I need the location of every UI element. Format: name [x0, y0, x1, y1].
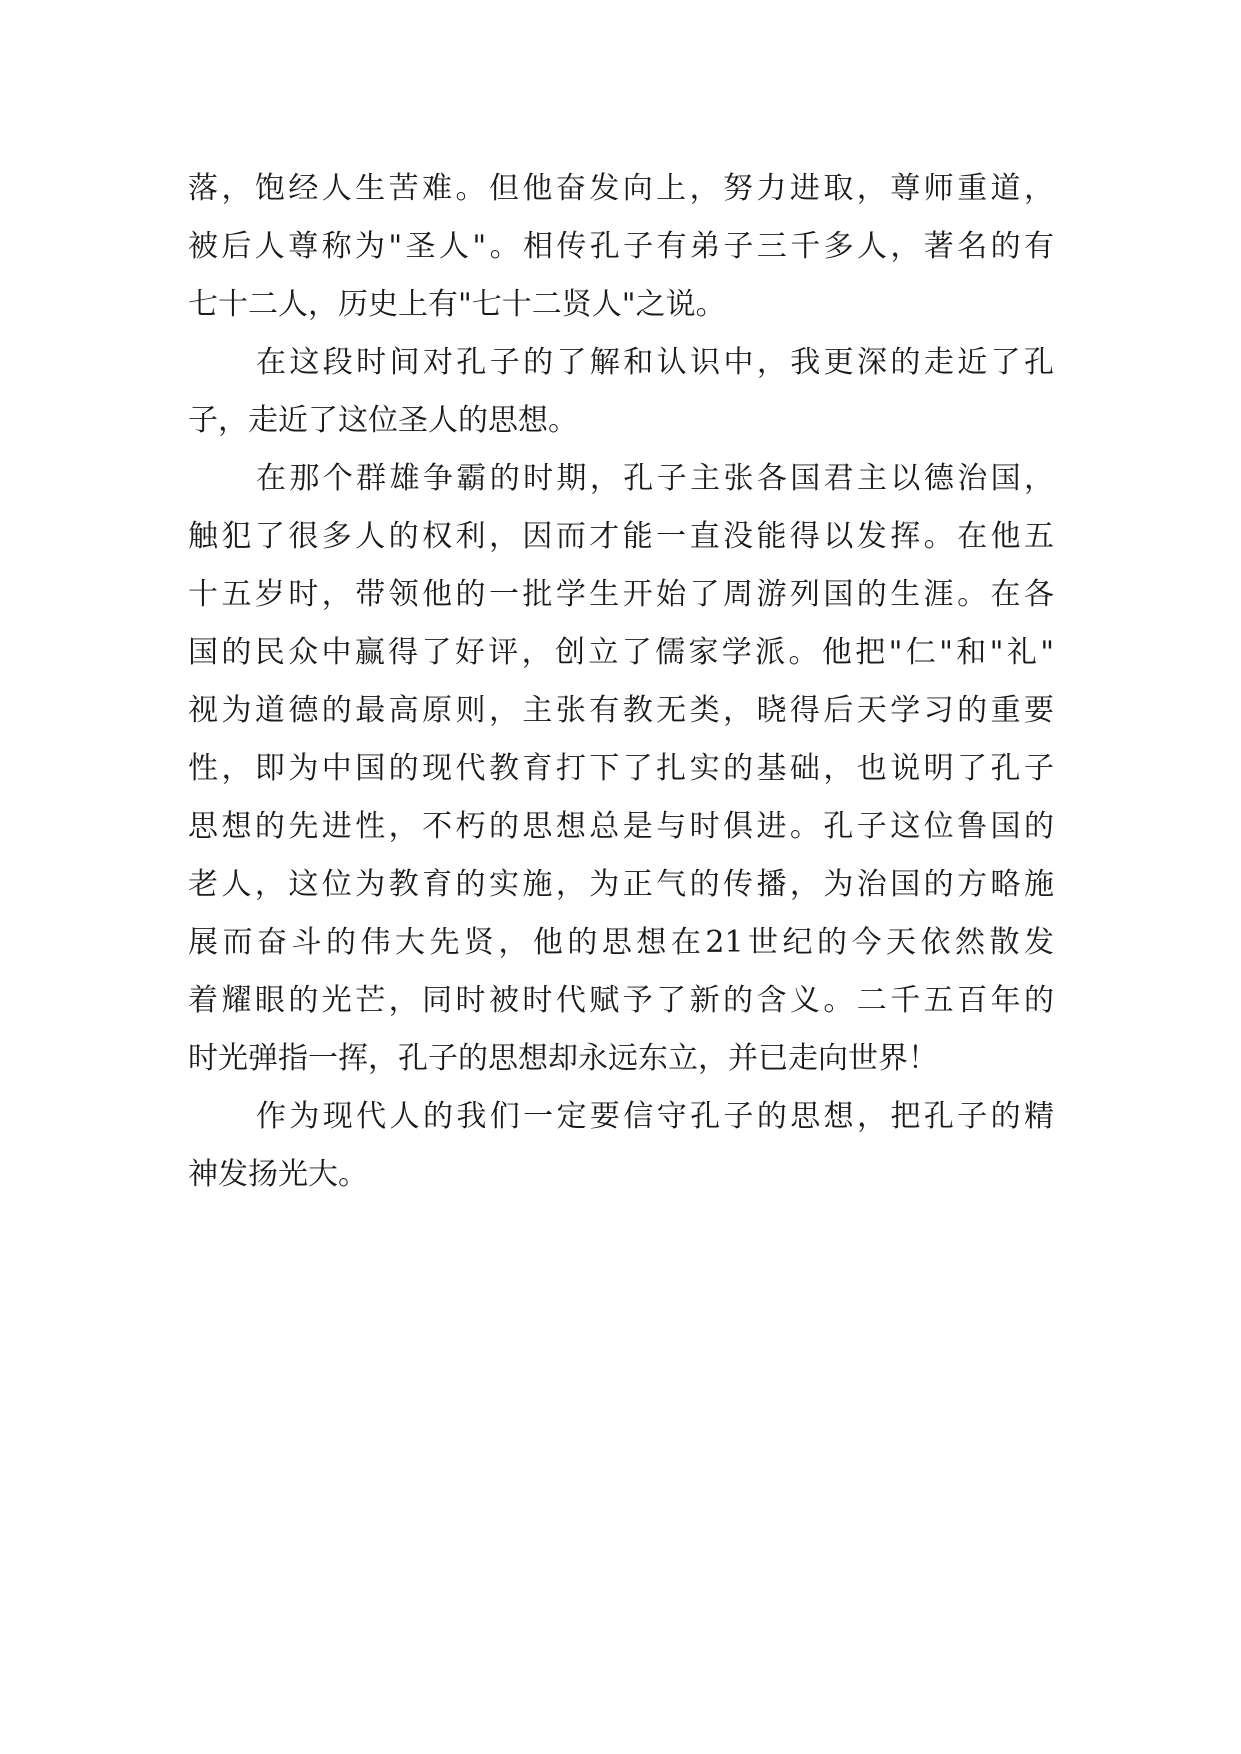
paragraph-3-line-2: 触犯了很多人的权利，因而才能一直没能得以发挥。在他五: [188, 519, 1054, 554]
paragraph-1-line-2: 被后人尊称为"圣人"。相传孔子有弟子三千多人，著名的有: [188, 229, 1054, 264]
paragraph-2-line-1: 在这段时间对孔子的了解和认识中，我更深的走近了孔: [256, 345, 1054, 380]
paragraph-3-line-6: 性，即为中国的现代教育打下了扎实的基础，也说明了孔子: [188, 751, 1054, 786]
paragraph-3-line-5: 视为道德的最高原则，主张有教无类，晓得后天学习的重要: [188, 693, 1054, 728]
paragraph-3-line-1: 在那个群雄争霸的时期，孔子主张各国君主以德治国，: [256, 461, 1054, 496]
paragraph-4-line-2: 神发扬光大。: [188, 1157, 368, 1192]
paragraph-3-line-7: 思想的先进性，不朽的思想总是与时俱进。孔子这位鲁国的: [188, 809, 1054, 844]
document-body: [188, 160, 1054, 1204]
paragraph-3-line-8: 老人，这位为教育的实施，为正气的传播，为治国的方略施: [188, 867, 1054, 902]
paragraph-4-line-1: 作为现代人的我们一定要信守孔子的思想，把孔子的精: [256, 1099, 1054, 1134]
paragraph-2-line-2: 子，走近了这位圣人的思想。: [188, 403, 578, 438]
paragraph-3-line-10: 着耀眼的光芒，同时被时代赋予了新的含义。二千五百年的: [188, 983, 1054, 1018]
paragraph-1-line-1: 落，饱经人生苦难。但他奋发向上，努力进取，尊师重道，: [188, 171, 1054, 206]
paragraph-1-line-3: 七十二人，历史上有"七十二贤人"之说。: [188, 287, 726, 322]
paragraph-3-line-11: 时光弹指一挥，孔子的思想却永远东立，并已走向世界！: [188, 1041, 938, 1076]
paragraph-3-line-3: 十五岁时，带领他的一批学生开始了周游列国的生涯。在各: [188, 577, 1054, 612]
paragraph-3-line-4: 国的民众中赢得了好评，创立了儒家学派。他把"仁"和"礼": [188, 635, 1054, 670]
paragraph-3-line-9: 展而奋斗的伟大先贤，他的思想在21世纪的今天依然散发: [188, 925, 1054, 960]
